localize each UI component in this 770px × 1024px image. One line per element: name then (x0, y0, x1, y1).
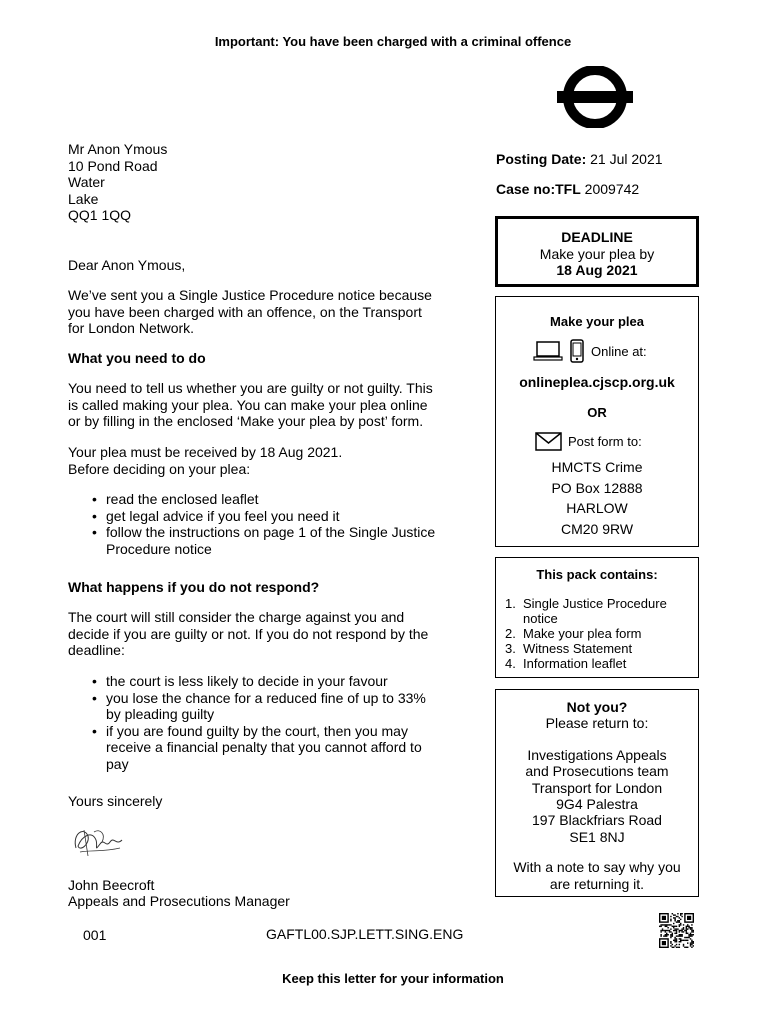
pack-item-number: 4. (505, 656, 516, 671)
pack-item (496, 656, 692, 671)
bullet-item (68, 508, 480, 525)
bullet-item (68, 690, 480, 723)
greeting: Dear Anon Ymous, (68, 257, 186, 273)
bullet-item (68, 723, 480, 773)
qr-code (659, 913, 694, 948)
pack-item-text: Information leaflet (523, 656, 627, 671)
paragraph-line: decide if you are guilty or not. If you do not respond by the (68, 625, 429, 642)
bullet-text: • get legal advice if you feel you need it (106, 507, 340, 524)
case-number-label: Case no:TFL (496, 181, 581, 197)
envelope-icon (535, 432, 562, 451)
paragraph-line: deadline: (68, 642, 125, 658)
not-respond-paragraph (68, 609, 480, 659)
paragraph-line: You need to tell us whether you are guilty or not guilty. This (68, 380, 433, 396)
not-you-title: Not you? (566, 699, 628, 715)
pack-item-text: Make your plea form (523, 626, 642, 641)
return-note (496, 859, 698, 892)
not-you-box (495, 689, 699, 897)
return-address-line: SE1 8NJ (569, 828, 625, 845)
pack-item (496, 641, 692, 656)
intro-line: you have been charged with an offence, on the Transport (68, 303, 422, 320)
pack-item (496, 626, 692, 641)
hmcts-address-line: HMCTS Crime (551, 459, 643, 475)
bullet-text: • follow the instructions on page 1 of the Single Justice (106, 524, 436, 540)
address-line: QQ1 1QQ (68, 207, 132, 223)
bullet-text: Procedure notice (106, 540, 212, 557)
not-respond-heading: What happens if you do not respond? (68, 579, 320, 595)
top-heading: Important: You have been charged with a criminal offence (214, 34, 572, 49)
bullet-text: by pleading guilty (106, 706, 215, 722)
pack-item-number: 2. (505, 626, 516, 641)
posting-date-label: Posting Date: (496, 151, 587, 167)
return-address (496, 747, 698, 845)
address-line: Lake (68, 190, 99, 207)
hmcts-address-line: PO Box 12888 (551, 479, 643, 496)
closing: Yours sincerely (68, 793, 163, 809)
address-line: Water (68, 174, 105, 190)
case-number (496, 181, 639, 197)
tfl-roundel-logo (556, 66, 634, 128)
pack-contents-box (495, 557, 699, 678)
paragraph-line: is called making your plea. You can make your plea online (68, 396, 428, 413)
return-address-line: Investigations Appeals (527, 746, 667, 763)
what-you-need-paragraph (68, 380, 480, 430)
bullet-item (68, 524, 480, 557)
return-address-line: and Prosecutions team (525, 763, 669, 780)
deadline-line: Make your plea by (539, 245, 655, 262)
recipient-address (68, 141, 167, 224)
online-row (533, 339, 647, 363)
intro-line: We’ve sent you a Single Justice Procedure notice because (68, 287, 432, 303)
post-label: Post form to: (568, 433, 642, 449)
plea-url[interactable]: onlineplea.cjscp.org.uk (519, 374, 675, 390)
mobile-phone-icon (569, 339, 585, 363)
plea-received-paragraph (68, 444, 480, 477)
signer-name: John Beecroft (68, 877, 155, 893)
paragraph-line: The court will still consider the charge against you and (68, 609, 405, 625)
address-line: 10 Pond Road (68, 157, 158, 174)
case-number-value: 2009742 (584, 181, 640, 197)
pack-list (496, 596, 692, 671)
consequences-list (68, 673, 480, 772)
online-label: Online at: (591, 343, 647, 359)
pack-item-number: 1. (505, 596, 516, 611)
intro-paragraph (68, 287, 480, 337)
return-address-line: 9G4 Palestra (556, 796, 638, 813)
return-address-line: 197 Blackfriars Road (532, 812, 662, 829)
pack-item-text: Single Justice Procedure (523, 596, 667, 611)
return-address-line: Transport for London (531, 779, 663, 796)
before-deciding-list (68, 491, 480, 557)
bullet-text: • read the enclosed leaflet (106, 491, 259, 507)
pack-item-text: notice (523, 611, 558, 626)
hmcts-address (496, 457, 698, 539)
paragraph-line: or by filling in the enclosed ‘Make your plea by post’ form. (68, 413, 424, 429)
hmcts-address-line: HARLOW (566, 500, 628, 516)
hmcts-address-line: CM20 9RW (560, 520, 634, 537)
what-you-need-heading: What you need to do (68, 350, 206, 366)
keep-letter-note: Keep this letter for your information (282, 971, 504, 986)
pack-item (496, 596, 692, 626)
bullet-text: • the court is less likely to decide in your favour (106, 673, 388, 689)
make-your-plea-box (495, 296, 699, 547)
laptop-icon (533, 341, 563, 361)
intro-line: for London Network. (68, 320, 195, 336)
bullet-item (68, 673, 480, 690)
bullet-text: • you lose the chance for a reduced fine of up to 33% (106, 689, 426, 706)
deadline-title: DEADLINE (561, 229, 633, 245)
plea-box-title: Make your plea (550, 314, 644, 329)
not-you-subtitle: Please return to: (545, 715, 649, 732)
bullet-text: • if you are found guilty by the court, then you may (106, 722, 408, 739)
bullet-item (68, 491, 480, 508)
pack-title: This pack contains: (536, 567, 658, 582)
return-note-line: are returning it. (549, 875, 645, 892)
address-line: Mr Anon Ymous (68, 141, 168, 157)
paragraph-line: Before deciding on your plea: (68, 460, 251, 477)
paragraph-line: Your plea must be received by 18 Aug 2021. (68, 444, 343, 460)
deadline-date: 18 Aug 2021 (556, 262, 638, 278)
return-note-line: With a note to say why you (513, 859, 681, 876)
or-separator: OR (587, 405, 607, 420)
pack-item-number: 3. (505, 641, 516, 656)
document-code: GAFTL00.SJP.LETT.SING.ENG (266, 926, 464, 942)
signer-title: Appeals and Prosecutions Manager (68, 893, 290, 909)
posting-date (496, 151, 663, 167)
post-row (535, 430, 642, 452)
posting-date-value: 21 Jul 2021 (590, 151, 663, 167)
pack-item-text: Witness Statement (523, 641, 633, 656)
deadline-box (495, 216, 699, 287)
handwritten-signature (70, 822, 126, 860)
bullet-text: receive a financial penalty that you cannot afford to (106, 739, 422, 755)
page-number: 001 (83, 927, 107, 943)
bullet-text: pay (106, 755, 129, 772)
